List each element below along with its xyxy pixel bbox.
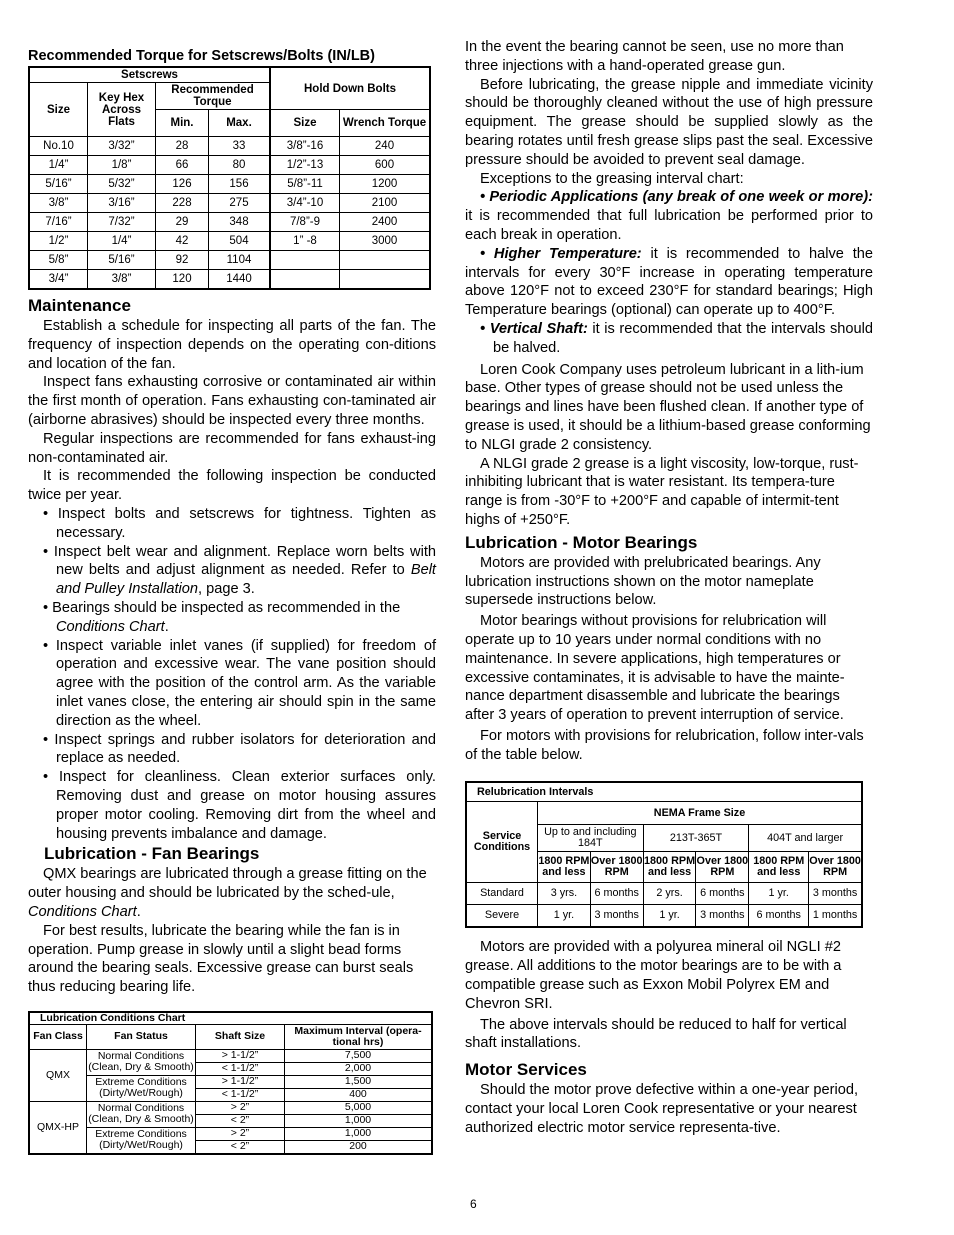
interval-cell: 6 months: [590, 883, 643, 905]
fan-status-normal: Normal Conditions (Clean, Dry & Smooth): [88, 1102, 194, 1126]
fan-status-extreme: Extreme Conditions (Dirty/Wet/Rough): [87, 1075, 196, 1101]
exceptions-intro: Exceptions to the greasing interval chart:: [480, 170, 744, 187]
maintenance-p3: Regular inspections are recommended for fans exhaust-ing non-contaminated air.: [28, 430, 436, 466]
rpm-low-header: 1800 RPM and less: [643, 852, 696, 883]
torque-cell: 1/4”: [29, 156, 88, 175]
motor-bearings-p5: The above intervals should be reduced to half for vertical shaft installations.: [465, 1016, 847, 1052]
torque-cell: 3000: [340, 232, 431, 251]
torque-cell: 3/32”: [88, 137, 156, 156]
torque-cell: 66: [156, 156, 209, 175]
relub-table-title: Relubrication Intervals: [466, 782, 862, 802]
interval-cell: 3 months: [809, 883, 862, 905]
torque-cell: 3/8”: [88, 270, 156, 290]
maintenance-p2: Inspect fans exhausting corrosive or contaminated air within the first month of operation. Fans exhausting con-taminated air (airborne abrasives) should be inspected every three months.: [28, 374, 436, 428]
fan-status-normal: Normal Conditions (Clean, Dry & Smooth): [88, 1050, 194, 1074]
shaft-size-header: Shaft Size: [196, 1024, 285, 1049]
torque-cell: 3/8”-16: [270, 137, 340, 156]
motor-bearings-p2: Motor bearings without provisions for relubrication will operate up to 10 years under normal conditions with no maintenance. In severe applications, high temperatures or excessive contaminates, it is advisable to have the mainte-nance department disassemble and lubricate the bearings after 3 years of operation to prevent interruption of service.: [465, 613, 845, 724]
fan-class-qmxhp: QMX-HP: [29, 1101, 87, 1154]
max-interval-cell: 5,000: [285, 1101, 433, 1114]
torque-cell: 3/4”: [29, 270, 88, 290]
max-interval-header: Maximum Interval (opera-tional hrs): [285, 1024, 433, 1049]
torque-cell: 120: [156, 270, 209, 290]
torque-row: [29, 270, 430, 290]
max-header: Max.: [209, 110, 271, 137]
fan-bearings-p2: For best results, lubricate the bearing while the fan is in operation. Pump grease in slowly until a slight bead forms around the bearing seals. Excessive grease can burst seals thus reducing bearing life.: [28, 922, 414, 996]
shaft-size-cell: > 2”: [196, 1101, 285, 1114]
torque-cell: 348: [209, 213, 271, 232]
torque-cell: 92: [156, 251, 209, 270]
torque-cell: [340, 251, 431, 270]
interval-cell: 1 yr.: [643, 905, 696, 928]
maintenance-p1: Establish a schedule for inspecting all parts of the fan. The frequency of inspection depends on the operating con-ditions and location of the fan.: [28, 318, 436, 372]
relubrication-table: [465, 781, 863, 928]
max-interval-cell: 1,000: [285, 1127, 433, 1140]
rpm-low-header: 1800 RPM and less: [749, 852, 809, 883]
setscrews-header: Setscrews: [29, 67, 270, 83]
rpm-low-header: 1800 RPM and less: [538, 852, 591, 883]
max-interval-cell: 200: [285, 1140, 433, 1154]
fan-bearings-p1: QMX bearings are lubricated through a grease fitting on the outer housing and should be lubricated by the sched-ule, Conditions Chart.: [28, 866, 427, 920]
exception-temperature: • Higher Temperature: it is recommended to halve the intervals for every 30°F increase in operating temperature above 120°F not to exceed 230°F for standard bearings; High Temperature bearings (optional) can operate up to 400°F.: [465, 245, 873, 319]
torque-cell: 504: [209, 232, 271, 251]
maintenance-p4: It is recommended the following inspection be conducted twice per year.: [28, 468, 436, 504]
grease-injections-p: In the event the bearing cannot be seen, use no more than three injections with a hand-operated grease gun.: [465, 39, 844, 74]
interval-cell: 6 months: [749, 905, 809, 928]
service-condition-cell: Severe: [466, 905, 538, 928]
torque-cell: 5/8”: [29, 251, 88, 270]
frame-404t: 404T and larger: [749, 825, 862, 852]
lubricant-p: Loren Cook Company uses petroleum lubricant in a lith-ium base. Other types of grease should not be used unless the bearings and lines have been flushed clean. If another type of grease is used, it should be a lithium-based grease conforming to NLGI grade 2 consistency.: [465, 361, 871, 453]
motor-bearings-heading: Lubrication - Motor Bearings: [465, 532, 698, 552]
shaft-size-cell: < 2”: [196, 1140, 285, 1154]
max-interval-cell: 1,500: [285, 1075, 433, 1088]
torque-cell: 1200: [340, 175, 431, 194]
rpm-high-header: Over 1800 RPM: [696, 852, 749, 883]
relub-row: [466, 883, 862, 905]
torque-cell: 228: [156, 194, 209, 213]
relub-row: [466, 905, 862, 928]
before-lubricating-p: Before lubricating, the grease nipple and immediate vicinity should be thoroughly cleaned without the use of high pressure equipment. The grease should be supplied slowly as the bearing rotates until fresh grease slips past the seal. Excessive pressure should be avoided to prevent seal damage.: [465, 76, 873, 168]
max-interval-cell: 1,000: [285, 1114, 433, 1127]
exception-vertical: • Vertical Shaft: it is recommended that the intervals should be halved.: [480, 320, 873, 356]
torque-cell: No.10: [29, 137, 88, 156]
interval-cell: 1 yr.: [749, 883, 809, 905]
maintenance-heading: Maintenance: [28, 296, 131, 315]
maintenance-bullet-belt: • Inspect belt wear and alignment. Replace worn belts with new belts and adjust alignment as needed. Refer to Belt and Pulley Installation, page 3.: [43, 543, 436, 598]
fan-status-extreme: Extreme Conditions (Dirty/Wet/Rough): [87, 1127, 196, 1154]
maintenance-bullet-bolts: • Inspect bolts and setscrews for tightness. Tighten as necessary.: [43, 505, 436, 541]
max-interval-cell: 7,500: [285, 1049, 433, 1062]
fan-class-qmx: QMX: [29, 1049, 87, 1101]
torque-cell: 7/32”: [88, 213, 156, 232]
nema-header: NEMA Frame Size: [538, 802, 863, 825]
torque-cell: 126: [156, 175, 209, 194]
shaft-size-cell: > 2”: [196, 1127, 285, 1140]
torque-cell: [270, 270, 340, 290]
torque-cell: 33: [209, 137, 271, 156]
torque-row: [29, 213, 430, 232]
maintenance-bullet-springs: • Inspect springs and rubber isolators for deterioration and replace as needed.: [43, 731, 436, 767]
fan-status-header: Fan Status: [87, 1024, 196, 1049]
torque-cell: 7/8”-9: [270, 213, 340, 232]
lubrication-conditions-table: [28, 1011, 433, 1155]
frame-184t: Up to and including 184T: [538, 825, 644, 852]
frame-213t: 213T-365T: [643, 825, 749, 852]
torque-cell: 42: [156, 232, 209, 251]
torque-cell: 600: [340, 156, 431, 175]
maintenance-bullet-vanes: • Inspect variable inlet vanes (if supplied) for freedom of operation and excessive wear. The vane position should agree with the position of the control arm. As the variable inlet vanes close, the entering air should spin in the same direction as the wheel.: [43, 637, 436, 729]
torque-row: [29, 175, 430, 194]
motor-bearings-p1: Motors are provided with prelubricated bearings. Any lubrication instructions shown on the motor nameplate supersede instructions below.: [465, 554, 821, 609]
torque-cell: 29: [156, 213, 209, 232]
torque-cell: 5/8”-11: [270, 175, 340, 194]
size-header: Size: [29, 83, 88, 137]
wrench-header: Wrench Torque: [340, 110, 431, 137]
motor-bearings-p3: For motors with provisions for relubrication, follow inter-vals of the table below.: [465, 727, 864, 763]
torque-cell: 1/2”-13: [270, 156, 340, 175]
shaft-size-cell: < 2”: [196, 1114, 285, 1127]
fan-bearings-heading: Lubrication - Fan Bearings: [44, 844, 260, 864]
torque-cell: 7/16”: [29, 213, 88, 232]
service-condition-cell: Standard: [466, 883, 538, 905]
torque-row: [29, 156, 430, 175]
lub-table-title: Lubrication Conditions Chart: [29, 1012, 432, 1025]
shaft-size-cell: > 1-1/2”: [196, 1075, 285, 1088]
torque-cell: 2400: [340, 213, 431, 232]
motor-services-heading: Motor Services: [465, 1060, 587, 1080]
interval-cell: 3 months: [696, 905, 749, 928]
hd-size-header: Size: [270, 110, 340, 137]
hold-down-header: Hold Down Bolts: [270, 67, 430, 110]
shaft-size-cell: < 1-1/2”: [196, 1088, 285, 1101]
torque-row: [29, 194, 430, 213]
service-conditions-header: Service Conditions: [466, 802, 538, 883]
torque-cell: 1/2”: [29, 232, 88, 251]
torque-cell: 5/32”: [88, 175, 156, 194]
torque-row: [29, 232, 430, 251]
interval-cell: 1 yr.: [538, 905, 591, 928]
maintenance-bullet-cleanliness: • Inspect for cleanliness. Clean exterior surfaces only. Removing dust and grease on motor housing assures proper motor cooling. Removing dirt from the wheel and housing prevents imbalance and damage.: [43, 769, 436, 842]
torque-cell: 28: [156, 137, 209, 156]
shaft-size-cell: < 1-1/2”: [196, 1062, 285, 1075]
shaft-size-cell: > 1-1/2”: [196, 1049, 285, 1062]
page-number: 6: [470, 1197, 477, 1211]
torque-row: [29, 251, 430, 270]
max-interval-cell: 2,000: [285, 1062, 433, 1075]
motor-bearings-p4: Motors are provided with a polyurea mineral oil NGLI #2 grease. All additions to the motor bearings are to be with a compatible grease such as Exxon Mobil Polyrex EM and Chevron SRI.: [465, 939, 842, 1012]
keyhex-header: Key Hex Across Flats: [88, 83, 156, 137]
torque-cell: 156: [209, 175, 271, 194]
torque-cell: 1/4”: [88, 232, 156, 251]
max-interval-cell: 400: [285, 1088, 433, 1101]
torque-cell: 2100: [340, 194, 431, 213]
torque-table: [28, 66, 431, 290]
rpm-high-header: Over 1800 RPM: [590, 852, 643, 883]
rpm-high-header: Over 1800 RPM: [809, 852, 862, 883]
interval-cell: 1 months: [809, 905, 862, 928]
interval-cell: 2 yrs.: [643, 883, 696, 905]
torque-row: [29, 137, 430, 156]
left-column: [28, 0, 436, 1155]
torque-cell: 80: [209, 156, 271, 175]
torque-cell: [340, 270, 431, 290]
interval-cell: 6 months: [696, 883, 749, 905]
min-header: Min.: [156, 110, 209, 137]
maintenance-bullet-bearings: • Bearings should be inspected as recommended in the Conditions Chart.: [43, 599, 401, 635]
torque-cell: 3/8”: [29, 194, 88, 213]
torque-cell: 3/4”-10: [270, 194, 340, 213]
torque-cell: 275: [209, 194, 271, 213]
torque-cell: 1440: [209, 270, 271, 290]
torque-cell: 240: [340, 137, 431, 156]
torque-cell: 5/16”: [29, 175, 88, 194]
interval-cell: 3 months: [590, 905, 643, 928]
torque-table-caption: Recommended Torque for Setscrews/Bolts (IN/LB): [28, 48, 375, 64]
fan-class-header: Fan Class: [29, 1024, 87, 1049]
torque-cell: 1/8”: [88, 156, 156, 175]
torque-cell: [270, 251, 340, 270]
right-column: [465, 0, 873, 1138]
torque-cell: 1” -8: [270, 232, 340, 251]
torque-cell: 1104: [209, 251, 271, 270]
torque-cell: 5/16”: [88, 251, 156, 270]
nlgi-p: A NLGI grade 2 grease is a light viscosity, low-torque, rust-inhibiting lubricant that is water resistant. Its tempera-ture range is from -30°F to +200°F and capable of intermit-tent highs of +250°F.: [465, 455, 859, 528]
exception-periodic: • Periodic Applications (any break of one week or more): it is recommended that full lubrication be performed prior to each break in operation.: [465, 189, 873, 243]
motor-services-p1: Should the motor prove defective within a one-year period, contact your local Loren Cook representative or your nearest authorized electric motor service representa-tive.: [465, 1082, 859, 1136]
rec-torque-header: Recommended Torque: [156, 83, 271, 110]
interval-cell: 3 yrs.: [538, 883, 591, 905]
torque-cell: 3/16”: [88, 194, 156, 213]
